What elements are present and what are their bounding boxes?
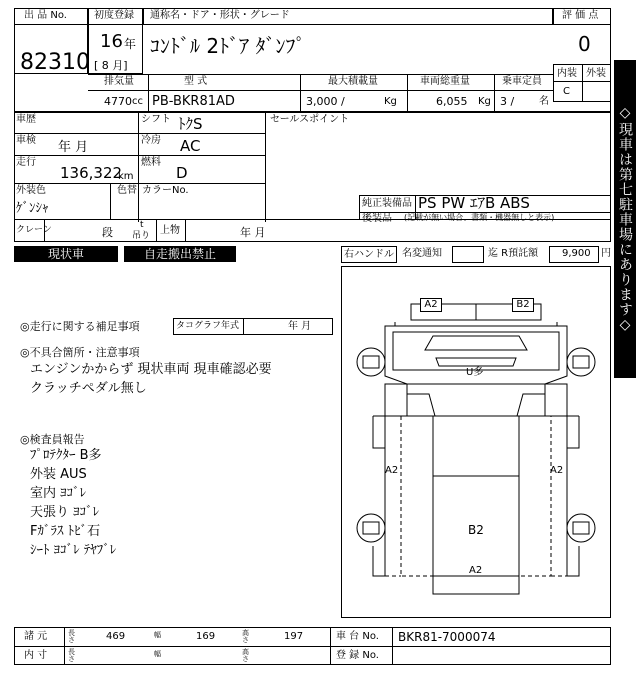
recycle-deposit-value: 9,900 [562,248,591,259]
inspector-line-5: Fｶﾞﾗｽ ﾄﾋﾞ石 [30,524,101,539]
width2-label: 幅 [154,650,161,658]
height-value: 197 [284,631,304,642]
inspector-line-1: ﾌﾟﾛﾃｸﾀｰ B多 [30,448,102,463]
ac-value: AC [180,137,201,155]
height-label: 高さ [242,629,249,644]
width-label: 幅 [154,631,161,639]
riders-label: 乗車定員 [502,76,542,87]
crane-label: クレーン [16,225,52,235]
inspector-title: ◎検査員報告 [20,433,85,446]
name-change-label: 名変通知 [402,248,442,259]
chassis-number: BKR81-7000074 [398,630,496,644]
crane-ton: t [140,220,144,230]
mileage-unit: km [118,171,134,182]
model-code: PB-BKR81AD [152,94,235,109]
gross-value: 6,055 [436,95,468,108]
interior-label: 内装 [557,68,577,79]
as-is-badge: 現状車 [14,246,118,262]
mark-front-right: B2 [512,298,534,312]
displacement-value: 4770 [104,95,132,108]
mileage-value: 136,322 [60,164,123,182]
recycle-deposit-unit: 円 [601,248,611,259]
reg-year: 16 [100,31,123,52]
mark-front-left: A2 [420,298,442,312]
mark-right-mid: A2 [550,465,564,476]
equipment-value: PS PW ｴｱB ABS [418,194,530,212]
equipment-label: 純正装備品 [362,198,412,209]
vehicle-name: ｺﾝﾄﾞﾙ 2ﾄﾞｱ ﾀﾞﾝﾌﾟ [150,34,306,58]
inspector-line-2: 外装 AUS [30,467,87,482]
color-value: ｹﾞﾝｼｬ [16,201,49,216]
mark-left-mid: A2 [385,465,399,476]
fuel-label: 燃料 [141,157,161,168]
dims-label: 諸 元 [24,631,48,642]
inspector-line-4: 天張り ﾖｺﾞﾚ [30,505,100,520]
color-change-label: 色替 [117,185,137,196]
parking-banner-text: ◇現車は第七駐車場にあります◇ [617,104,633,334]
fuel-value: D [176,164,188,182]
tachograph-value: 年 月 [288,321,312,332]
riders-unit: 名 [539,96,549,107]
mark-bed: B2 [468,523,484,537]
lift-label: 上物 [160,225,180,236]
mileage-label: 走行 [16,157,36,168]
parking-banner [614,60,636,378]
aftermarket-note: (記載が無い場合、書類・機器無しと表示) [404,213,555,222]
travel-notes-title: ◎走行に関する補足事項 [20,320,140,333]
lot-number: 82310 [20,50,90,75]
defect-line-1: エンジンかからず 現状車両 現車確認必要 [30,362,272,377]
reg-month: [ 8 月] [94,59,128,72]
lift-value: 年 月 [240,226,266,239]
displacement-label: 排気量 [104,76,134,87]
lot-number-label: 出 品 No. [24,10,67,21]
color-label: 外装色 [16,185,46,196]
length-label: 長さ [68,629,75,644]
mark-cab: U多 [466,367,484,378]
crane-hook: 吊り [132,231,151,241]
interior-grade: C [563,86,570,97]
inspector-line-6: ｼｰﾄ ﾖｺﾞﾚ ﾃﾔﾌﾞﾚ [30,543,117,558]
sales-point-label: セールスポイント [270,114,350,125]
score-value: 0 [578,32,591,56]
shift-label: シフト [141,114,171,125]
height2-label: 高さ [242,648,249,663]
score-label: 評 価 点 [562,10,599,21]
length-value: 469 [106,631,126,642]
registration-number-label: 登 録 No. [336,650,379,661]
shift-value: ﾄｸS [178,115,203,133]
history-label: 車歴 [16,114,36,125]
mark-rear: A2 [469,565,483,576]
crane-stage: 段 [102,226,113,239]
capacity-value: 3,000 / [306,95,345,108]
capacity-unit: Kg [384,96,397,107]
inspection-value: 年 月 [58,140,89,155]
defects-title: ◎不具合箇所・注意事項 [20,346,140,359]
length2-label: 長さ [68,648,75,663]
color-number-label: カラーNo. [142,185,189,196]
name-change-box [452,246,484,263]
inspection-label: 車検 [16,135,36,146]
gross-label: 車両総重量 [420,76,470,87]
ac-label: 冷房 [141,135,161,146]
no-self-drive-badge: 自走搬出禁止 [124,246,236,262]
gross-unit: Kg [478,96,491,107]
width-value: 169 [196,631,216,642]
exterior-label: 外装 [586,68,606,79]
reg-label: 初度登録 [94,10,134,21]
riders-value: 3 / [500,95,515,108]
tachograph-label: タコグラフ年式 [176,321,240,331]
year-unit: 年 [124,37,137,51]
capacity-label: 最大積載量 [328,76,378,87]
model-label: 型 式 [184,76,208,87]
name-label: 通称名・ドア・形状・グレード [150,10,290,21]
right-hand-drive-box: 右ハンドル [341,246,397,263]
internal-dims-label: 内 寸 [24,650,48,661]
displacement-unit: cc [132,96,143,107]
defect-line-2: クラッチペダル無し [30,381,147,396]
chassis-label: 車 台 No. [336,631,379,642]
aftermarket-label: 後装品 [362,213,392,224]
inspector-line-3: 室内 ﾖｺﾞﾚ [30,486,87,501]
recycle-deposit-label: 迄 R預託額 [488,248,539,259]
